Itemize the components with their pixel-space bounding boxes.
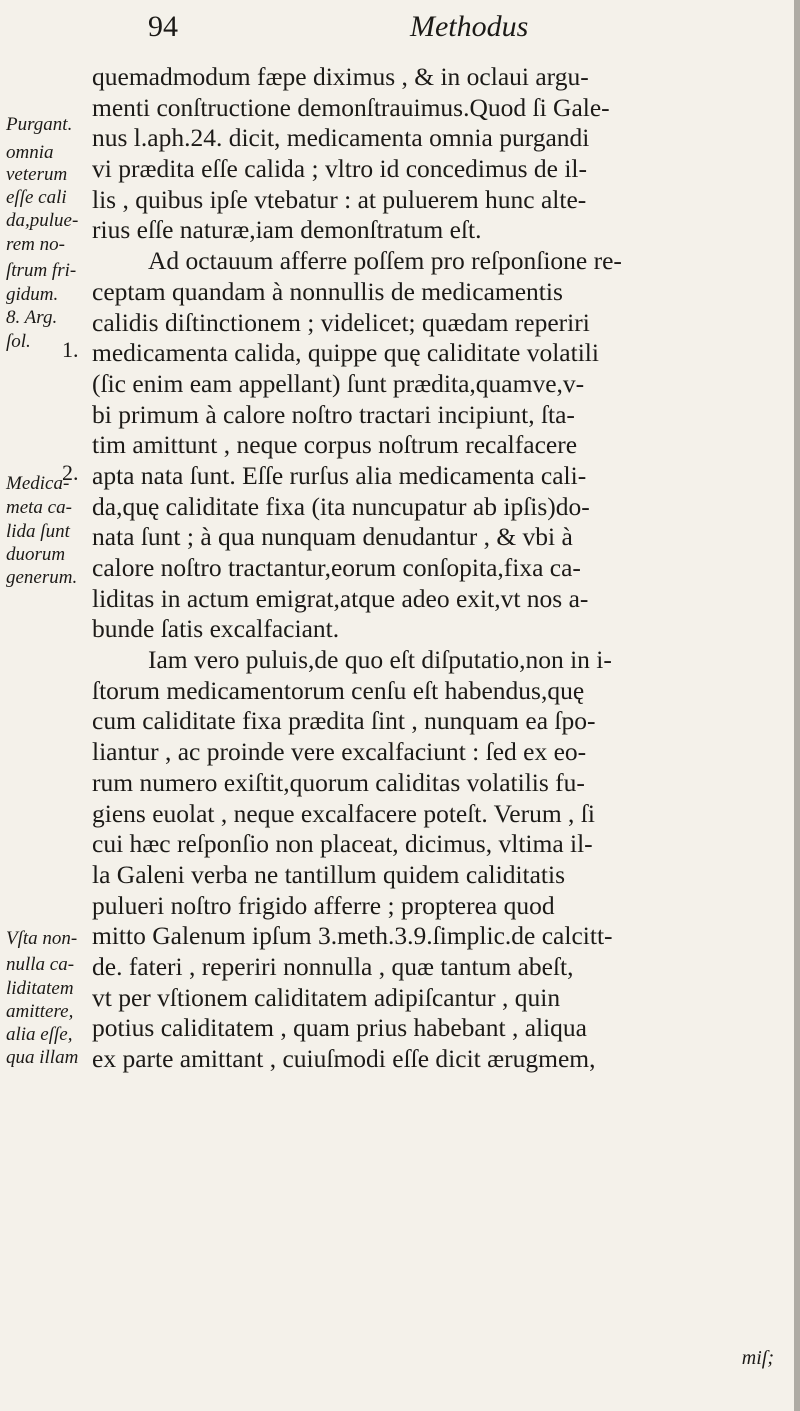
catchword: miſ; — [741, 1347, 774, 1369]
text-line: cum caliditate fixa prædita ſint , nunquam ea ſpo- — [92, 706, 596, 736]
text-line: nus l.aph.24. dicit, medicamenta omnia purgandi — [92, 123, 590, 153]
margin-note: qua illam — [6, 1047, 79, 1068]
body-text — [92, 62, 782, 1075]
margin-note: gidum. — [6, 284, 59, 305]
margin-note: omnia — [6, 142, 54, 163]
text-line: nata ſunt ; à qua nunquam denudantur , & vbi à — [92, 522, 573, 552]
text-line: calidis diſtinctionem ; videlicet; quædam reperiri — [92, 307, 590, 337]
margin-note: da,pulue- — [6, 210, 79, 231]
text-line: medicamenta calida, quippe quę caliditate volatili — [92, 338, 599, 368]
margin-note: 8. Arg. — [6, 307, 58, 328]
page-edge — [794, 0, 800, 1411]
margin-note: liditatem — [6, 978, 74, 999]
text-line: pulueri noſtro frigido afferre ; propterea quod — [92, 890, 555, 920]
margin-note: alia eſſe, — [6, 1024, 73, 1045]
text-line: Iam vero puluis,de quo eſt diſputatio,non in i- — [148, 645, 612, 675]
text-line: vt per vſtionem caliditatem adipiſcantur , quin — [92, 982, 561, 1012]
text-line: da,quę caliditate fixa (ita nuncupatur ab ipſis)do- — [92, 491, 590, 521]
margin-note: rem no- — [6, 234, 65, 255]
margin-note: ſtrum fri- — [6, 260, 77, 281]
margin-note: amittere, — [6, 1001, 74, 1022]
margin-note: generum. — [6, 567, 78, 588]
text-line: de. fateri , reperiri nonnulla , quæ tantum abeſt, — [92, 951, 574, 981]
text-line: Ad octauum afferre poſſem pro reſponſione re- — [148, 246, 622, 276]
text-line: bi primum à calore noſtro tractari incipiunt, ſta- — [92, 399, 575, 429]
text-line: (ſic enim eam appellant) ſunt prædita,quamve,v- — [92, 368, 585, 398]
text-line: lis , quibus ipſe vtebatur : at puluerem hunc alte- — [92, 184, 587, 214]
text-line: ceptam quandam à nonnullis de medicamentis — [92, 276, 563, 306]
text-line: potius caliditatem , quam prius habebant , aliqua — [92, 1013, 587, 1043]
text-line: tim amittunt , neque corpus noſtrum recalfacere — [92, 430, 578, 460]
text-line: mitto Galenum ipſum 3.meth.3.9.ſimplic.de calcitt- — [92, 921, 613, 951]
text-line: liantur , ac proinde vere excalfaciunt : ſed ex eo- — [92, 737, 587, 767]
margin-note: Purgant. — [6, 114, 73, 135]
text-line: ex parte amittant , cuiuſmodi eſſe dicit ærugmem, — [92, 1044, 596, 1073]
text-line: quemadmodum fæpe diximus , & in oclaui argu- — [92, 62, 589, 91]
margin-note: nulla ca- — [6, 954, 75, 975]
text-line: liditas in actum emigrat,atque adeo exit,vt nos a- — [92, 583, 589, 613]
text-line: la Galeni verba ne tantillum quidem caliditatis — [92, 859, 566, 889]
margin-number: 2. — [62, 460, 79, 485]
text-line: ſtorum medicamentorum cenſu eſt habendus,quę — [92, 675, 585, 705]
text-line: menti conſtructione demonſtrauimus.Quod ſi Gale- — [92, 92, 610, 122]
running-title: Methodus — [410, 10, 529, 43]
text-line: rius eſſe naturæ,iam demonſtratum eſt. — [92, 215, 482, 245]
text-line: cui hæc reſponſio non placeat, dicimus, vltima il- — [92, 829, 593, 859]
text-line: giens euolat , neque excalfacere poteſt. Verum , ſi — [92, 798, 595, 828]
margin-note: meta ca- — [6, 497, 72, 518]
text-line: vi prædita eſſe calida ; vltro id concedimus de il- — [92, 154, 587, 184]
text-line: calore noſtro tractantur,eorum conſopita,fixa ca- — [92, 553, 581, 582]
margin-note: veterum — [6, 164, 68, 185]
text-line: rum numero exiſtit,quorum caliditas volatilis fu- — [92, 767, 585, 797]
margin-note: ſol. — [6, 331, 31, 352]
text-line: apta nata ſunt. Eſſe rurſus alia medicamenta cali- — [92, 460, 587, 490]
margin-note: eſſe cali — [6, 187, 67, 208]
page-number: 94 — [148, 10, 178, 43]
text-line: bunde ſatis excalfaciant. — [92, 614, 340, 644]
margin-note: Vſta non- — [6, 928, 78, 949]
margin-number: 1. — [62, 337, 79, 362]
margin-note: lida ſunt — [6, 521, 70, 542]
margin-note: Medica- — [6, 473, 70, 494]
margin-note: duorum — [6, 544, 66, 565]
page-header — [0, 10, 800, 50]
